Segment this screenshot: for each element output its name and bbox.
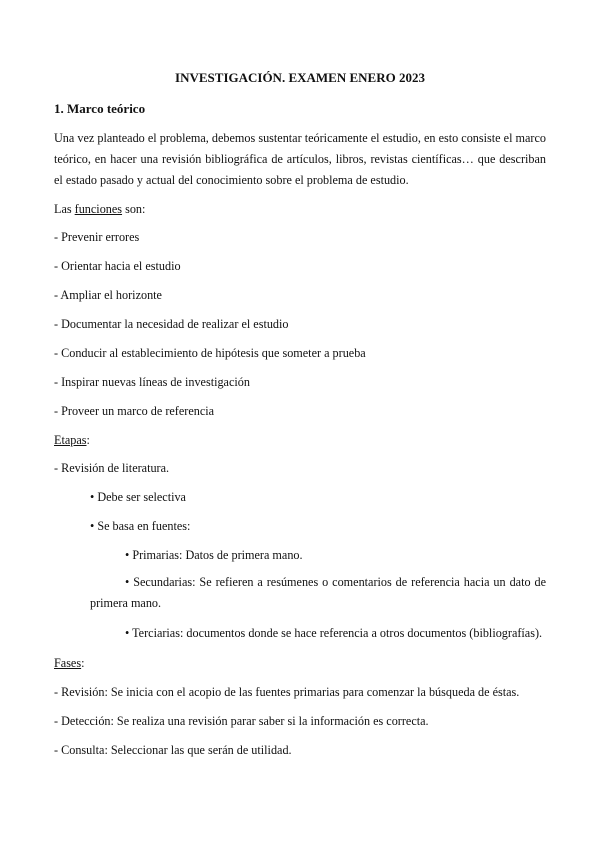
source-item: • Primarias: Datos de primera mano. <box>125 548 303 562</box>
intro-paragraph: Una vez planteado el problema, debemos sustentar teóricamente el estudio, en esto consiste el marco teórico, en hacer una revisión bibliográfica de artículos, libros, revistas científicas… que describan el estado pasado y actual del conocimiento sobre el problema de estudio. <box>54 131 546 187</box>
funciones-prefix: Las <box>54 202 75 216</box>
etapas-heading <box>54 433 90 448</box>
fases-label: Fases <box>54 656 82 670</box>
funciones-heading <box>54 202 145 217</box>
etapa-item: - Revisión de literatura. <box>54 461 170 475</box>
funciones-label: funciones <box>74 202 123 216</box>
etapas-suffix: : <box>86 433 90 447</box>
funcion-item: - Documentar la necesidad de realizar el estudio <box>54 317 289 331</box>
funciones-suffix: son: <box>122 202 146 216</box>
fases-heading <box>54 656 84 671</box>
funcion-item: - Conducir al establecimiento de hipótesis que someter a prueba <box>54 346 366 360</box>
source-item: • Terciarias: documentos donde se hace referencia a otros documentos (bibliografías). <box>125 626 543 640</box>
funcion-item: - Ampliar el horizonte <box>54 288 162 302</box>
document-title: INVESTIGACIÓN. EXAMEN ENERO 2023 <box>175 70 425 85</box>
etapa-subitem: • Se basa en fuentes: <box>90 519 191 533</box>
funcion-item: - Orientar hacia el estudio <box>54 259 181 273</box>
source-item: • Secundarias: Se refieren a resúmenes o comentarios de referencia hacia un dato de primera mano. <box>90 575 546 610</box>
etapa-subitem: • Debe ser selectiva <box>90 490 186 504</box>
fase-item: - Revisión: Se inicia con el acopio de las fuentes primarias para comenzar la búsqueda de éstas. <box>54 685 520 699</box>
fase-item: - Detección: Se realiza una revisión parar saber si la información es correcta. <box>54 714 429 728</box>
etapas-label: Etapas <box>54 433 87 447</box>
fase-item: - Consulta: Seleccionar las que serán de utilidad. <box>54 743 292 757</box>
funcion-item: - Inspirar nuevas líneas de investigación <box>54 375 250 389</box>
funcion-item: - Proveer un marco de referencia <box>54 404 215 418</box>
section-heading: 1. Marco teórico <box>54 101 146 116</box>
funcion-item: - Prevenir errores <box>54 230 140 244</box>
fases-suffix: : <box>81 656 85 670</box>
